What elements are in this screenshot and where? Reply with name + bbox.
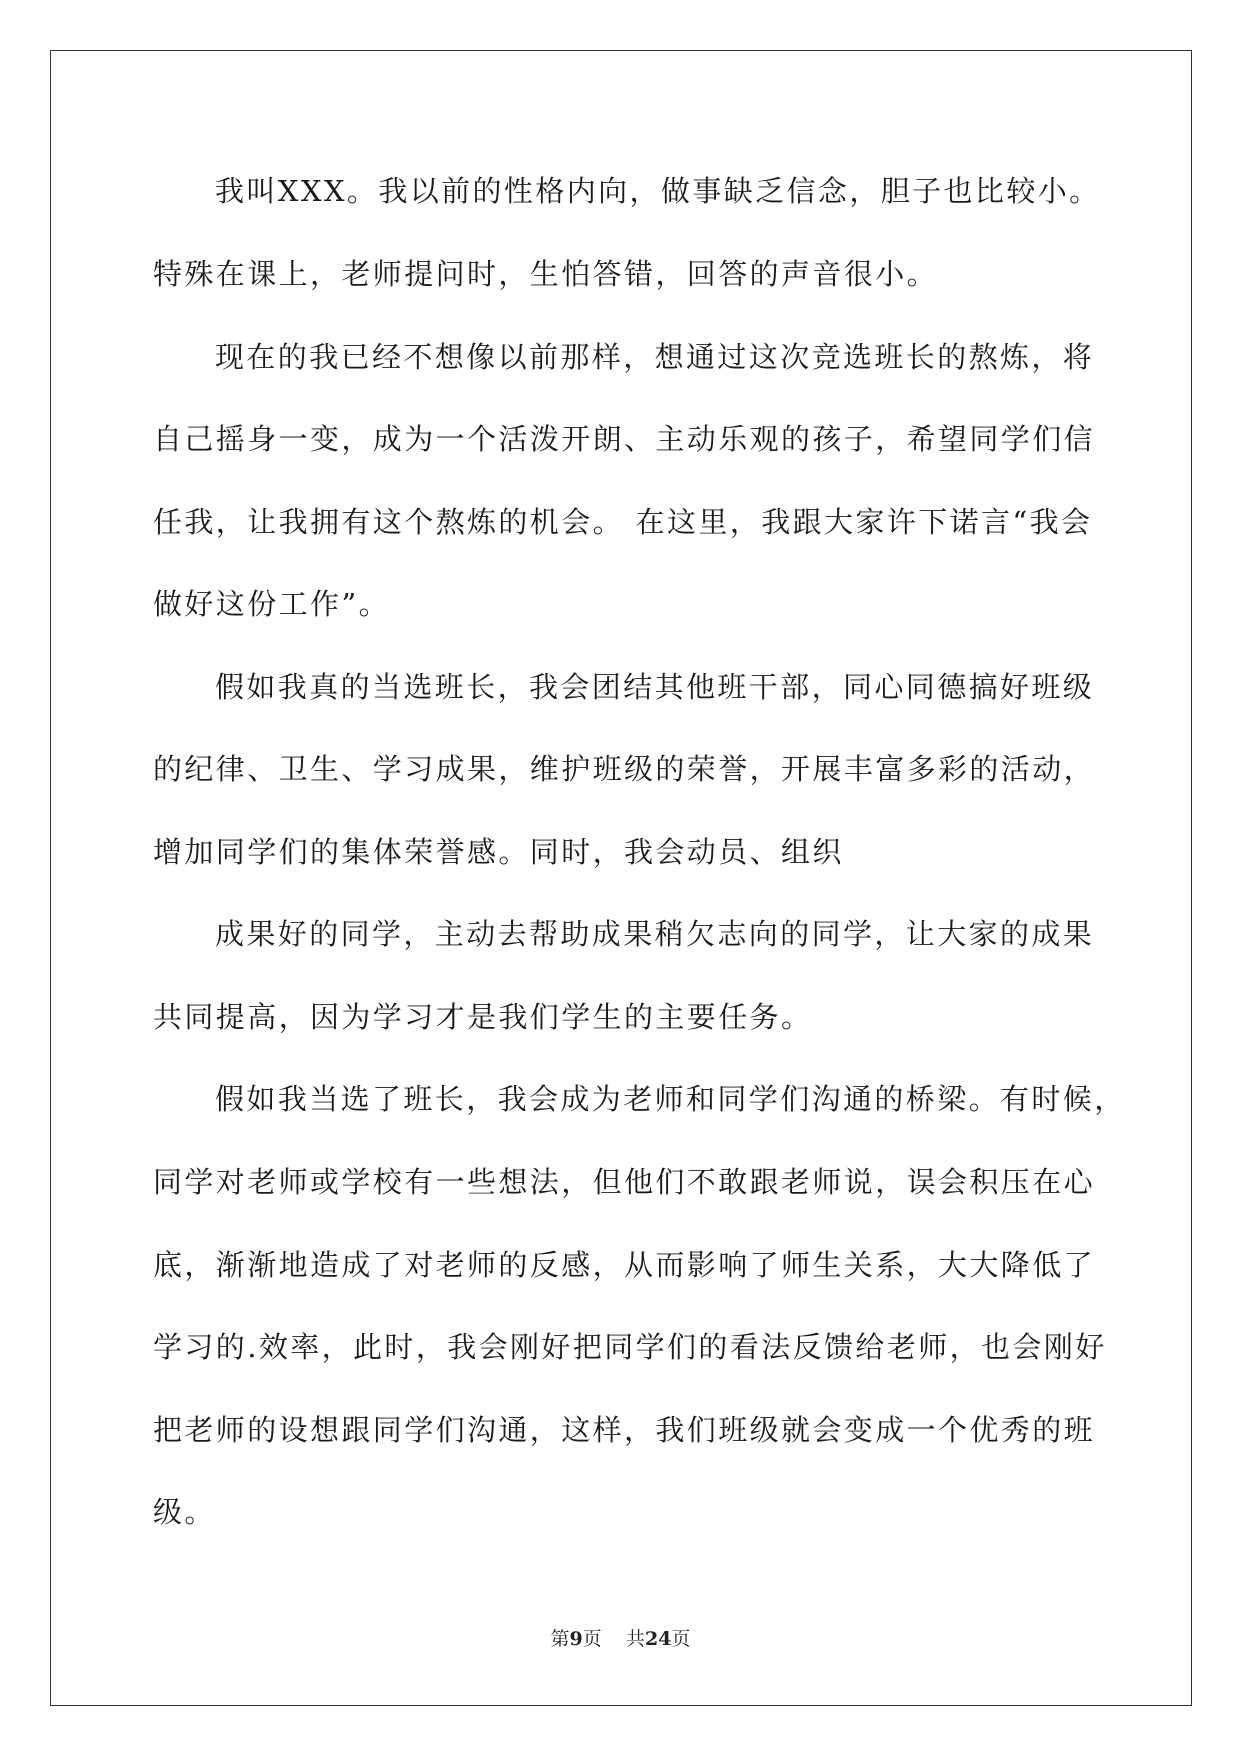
text-line: 把老师的设想跟同学们沟通，这样，我们班级就会变成一个优秀的班 (153, 1413, 1096, 1447)
text-line: 做好这份工作”。 (153, 587, 391, 621)
text-line: 的纪律、卫生、学习成果，维护班级的荣誉，开展丰富多彩的活动， (153, 752, 1096, 786)
text-line: 任我，让我拥有这个熬炼的机会。 在这里，我跟大家许下诺言“我会 (153, 505, 1093, 539)
text-line: 底，渐渐地造成了对老师的反感，从而影响了师生关系，大大降低了 (153, 1248, 1096, 1282)
page-border (50, 50, 1192, 1706)
text-line: 特殊在课上，老师提问时，生怕答错，回答的声音很小。 (153, 257, 939, 291)
page-suffix: 页 (582, 1628, 602, 1650)
text-line: 假如我当选了班长，我会成为老师和同学们沟通的桥梁。有时候， (215, 1082, 1126, 1116)
page-current: 9 (569, 1628, 583, 1650)
text-line: 共同提高，因为学习才是我们学生的主要任务。 (153, 1000, 813, 1034)
page-footer (0, 1627, 1241, 1651)
text-line: 同学对老师或学校有一些想法，但他们不敢跟老师说，误会积压在心 (153, 1165, 1096, 1199)
page-prefix: 第 (550, 1628, 570, 1650)
total-suffix: 页 (671, 1628, 691, 1650)
text-line: 学习的.效率，此时，我会刚好把同学们的看法反馈给老师，也会刚好 (153, 1330, 1107, 1364)
total-prefix: 共 (625, 1628, 645, 1650)
text-line: 成果好的同学，主动去帮助成果稍欠志向的同学，让大家的成果 (215, 917, 1095, 951)
page-total: 24 (644, 1628, 672, 1650)
text-line: 自己摇身一变，成为一个活泼开朗、主动乐观的孩子，希望同学们信 (153, 422, 1096, 456)
text-line: 现在的我已经不想像以前那样，想通过这次竞选班长的熬炼，将 (215, 340, 1095, 374)
text-line: 级。 (153, 1495, 216, 1529)
text-line: 假如我真的当选班长，我会团结其他班干部，同心同德搞好班级 (215, 670, 1095, 704)
text-line: 增加同学们的集体荣誉感。同时，我会动员、组织 (153, 835, 844, 869)
text-line: 我叫XXX。我以前的性格内向，做事缺乏信念，胆子也比较小。 (215, 174, 1101, 208)
